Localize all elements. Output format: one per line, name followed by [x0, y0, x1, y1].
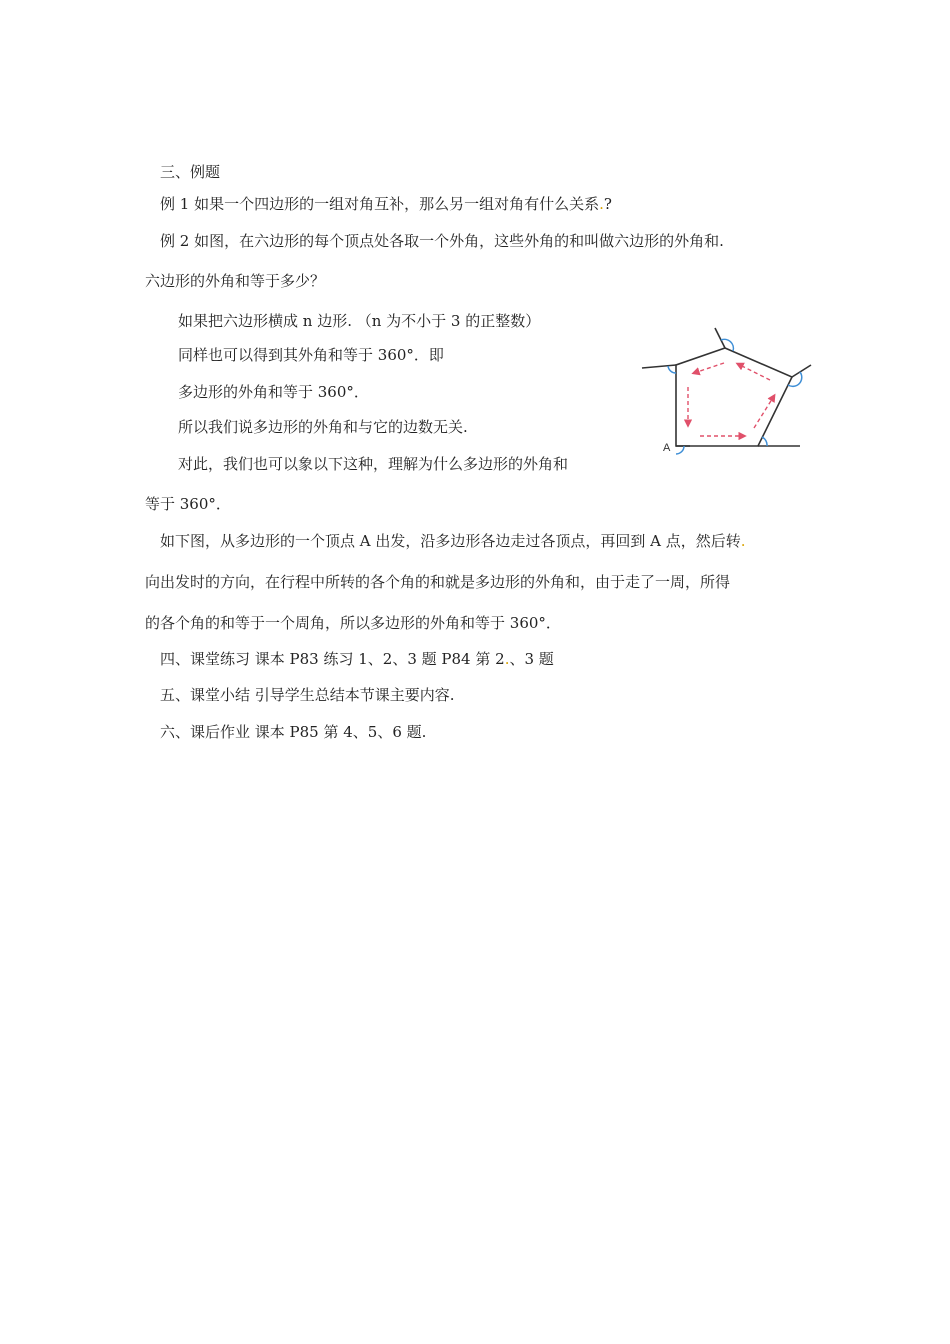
paragraph-walk-line-1: [160, 531, 746, 551]
example-1-mark: .: [599, 195, 604, 213]
paragraph-same-sum: 同样也可以得到其外角和等于 360°．即: [178, 346, 444, 364]
example-2-line-1: 例 2 如图，在六边形的每个顶点处各取一个外角，这些外角的和叫做六边形的外角和.: [160, 232, 724, 250]
paragraph-walk-line-2: 向出发时的方向，在行程中所转的各个角的和就是多边形的外角和，由于走了一周，所得: [145, 573, 731, 591]
section-4-text-b: 、3 题: [509, 650, 554, 668]
paragraph-n-gon: 如果把六边形横成 n 边形. （n 为不小于 3 的正整数）: [178, 312, 541, 330]
section-5-summary: 五、课堂小结 引导学生总结本节课主要内容.: [160, 686, 455, 704]
section-4-mark: .: [504, 650, 510, 668]
polygon-exterior-angle-figure: [638, 322, 813, 462]
section-4-text-a: 四、课堂练习 课本 P83 练习 1、2、3 题 P84 第 2: [160, 650, 505, 668]
angle-arc-bottom-right: [762, 437, 767, 446]
path-arrow-3: [754, 396, 774, 428]
section-6-homework: 六、课后作业 课本 P85 第 4、5、6 题.: [160, 723, 427, 741]
example-2-line-2: 六边形的外角和等于多少？: [145, 272, 326, 290]
paragraph-independent: 所以我们说多边形的外角和与它的边数无关.: [178, 418, 468, 436]
section-3-heading: 三、例题: [160, 163, 221, 181]
angle-arc-a: [676, 446, 684, 454]
example-1-text: 例 1 如果一个四边形的一组对角互补，那么另一组对角有什么关系: [160, 195, 600, 213]
example-1: [160, 194, 612, 214]
path-arrow-5: [694, 363, 724, 373]
extension-top: [715, 328, 725, 348]
paragraph-walk-line-3: 的各个角的和等于一个周角，所以多边形的外角和等于 360°．: [145, 614, 561, 632]
path-arrow-4: [738, 364, 770, 380]
angle-arc-left: [668, 366, 676, 373]
vertex-a-label: A: [663, 442, 671, 454]
paragraph-understanding-line-1: 对此，我们也可以象以下这种，理解为什么多边形的外角和: [178, 455, 569, 473]
paragraph-understanding-line-2: 等于 360°．: [145, 495, 231, 513]
paragraph-walk-mark: .: [740, 532, 746, 550]
paragraph-walk-line-1-text: 如下图，从多边形的一个顶点 A 出发，沿多边形各边走过各顶点，再回到 A 点，然后转: [160, 532, 741, 550]
example-1-end: ?: [603, 195, 612, 213]
section-4-practice: [160, 649, 554, 669]
paragraph-sum-360: 多边形的外角和等于 360°．: [178, 383, 369, 401]
polygon-outline: [676, 348, 792, 446]
extension-left: [642, 365, 676, 368]
